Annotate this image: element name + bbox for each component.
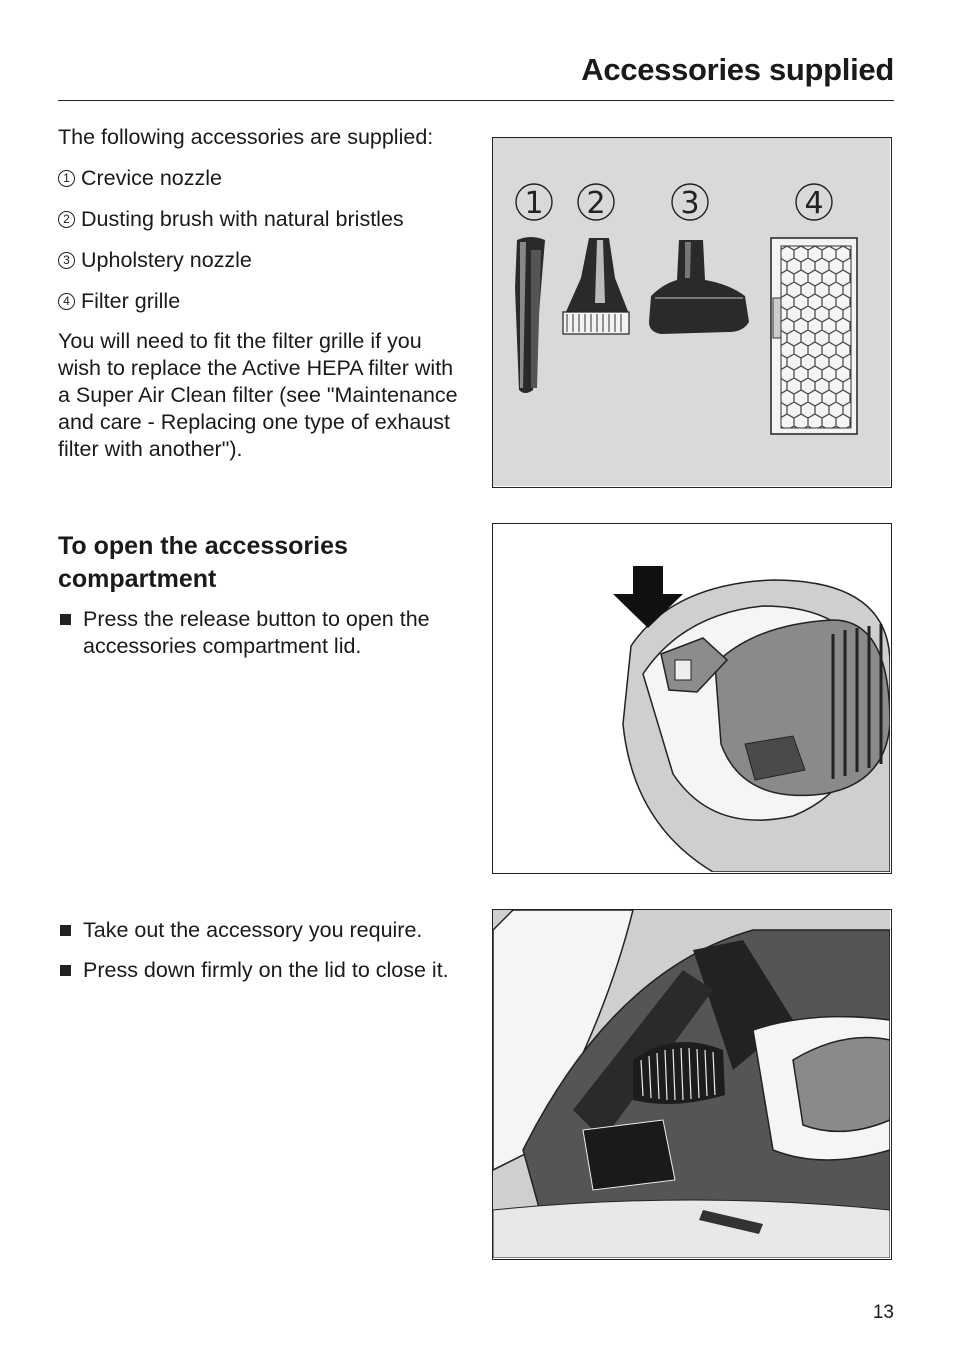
step-item (58, 917, 468, 944)
figure-label-4: 4 (804, 186, 824, 221)
item-number-badge: 3 (58, 252, 75, 269)
figure-label-2: 2 (586, 186, 606, 221)
section-take-accessory (58, 917, 468, 997)
section-open-compartment (58, 530, 468, 673)
step-item (58, 606, 468, 660)
step-text: Press the release button to open the accessories compartment lid. (83, 607, 430, 658)
section-heading: To open the accessories compartment (58, 532, 348, 593)
step-text: Take out the accessory you require. (83, 918, 423, 942)
intro-block (58, 124, 468, 476)
compartment-contents-illustration (492, 909, 892, 1260)
page-number: 13 (872, 1302, 894, 1323)
intro-note: You will need to fit the filter grille if you wish to replace the Active HEPA filter with a Super Air Clean filter (see "Maintenance and care - Replacing one type of exhaust filter with another"). (58, 329, 458, 461)
item-number-badge: 2 (58, 211, 75, 228)
list-item-upholstery-nozzle (58, 246, 468, 274)
open-compartment-illustration (492, 523, 892, 874)
step-item (58, 957, 468, 984)
item-label: Upholstery nozzle (81, 247, 252, 272)
intro-lead: The following accessories are supplied: (58, 125, 434, 149)
accessories-illustration (492, 137, 892, 488)
list-item-crevice-nozzle (58, 164, 468, 192)
item-number-badge: 4 (58, 293, 75, 310)
list-item-filter-grille (58, 287, 468, 315)
item-label: Crevice nozzle (81, 165, 222, 190)
list-item-dusting-brush (58, 205, 468, 233)
step-text: Press down firmly on the lid to close it. (83, 958, 449, 982)
page-title: Accessories supplied (581, 52, 894, 87)
item-label: Filter grille (81, 288, 181, 313)
figure-label-3: 3 (680, 186, 700, 221)
bullet-square-icon (60, 965, 71, 976)
title-divider (58, 100, 894, 101)
bullet-square-icon (60, 614, 71, 625)
item-label: Dusting brush with natural bristles (81, 206, 404, 231)
item-number-badge: 1 (58, 170, 75, 187)
filter-grille-drawing (771, 238, 857, 434)
figure-label-1: 1 (524, 186, 544, 221)
bullet-square-icon (60, 925, 71, 936)
